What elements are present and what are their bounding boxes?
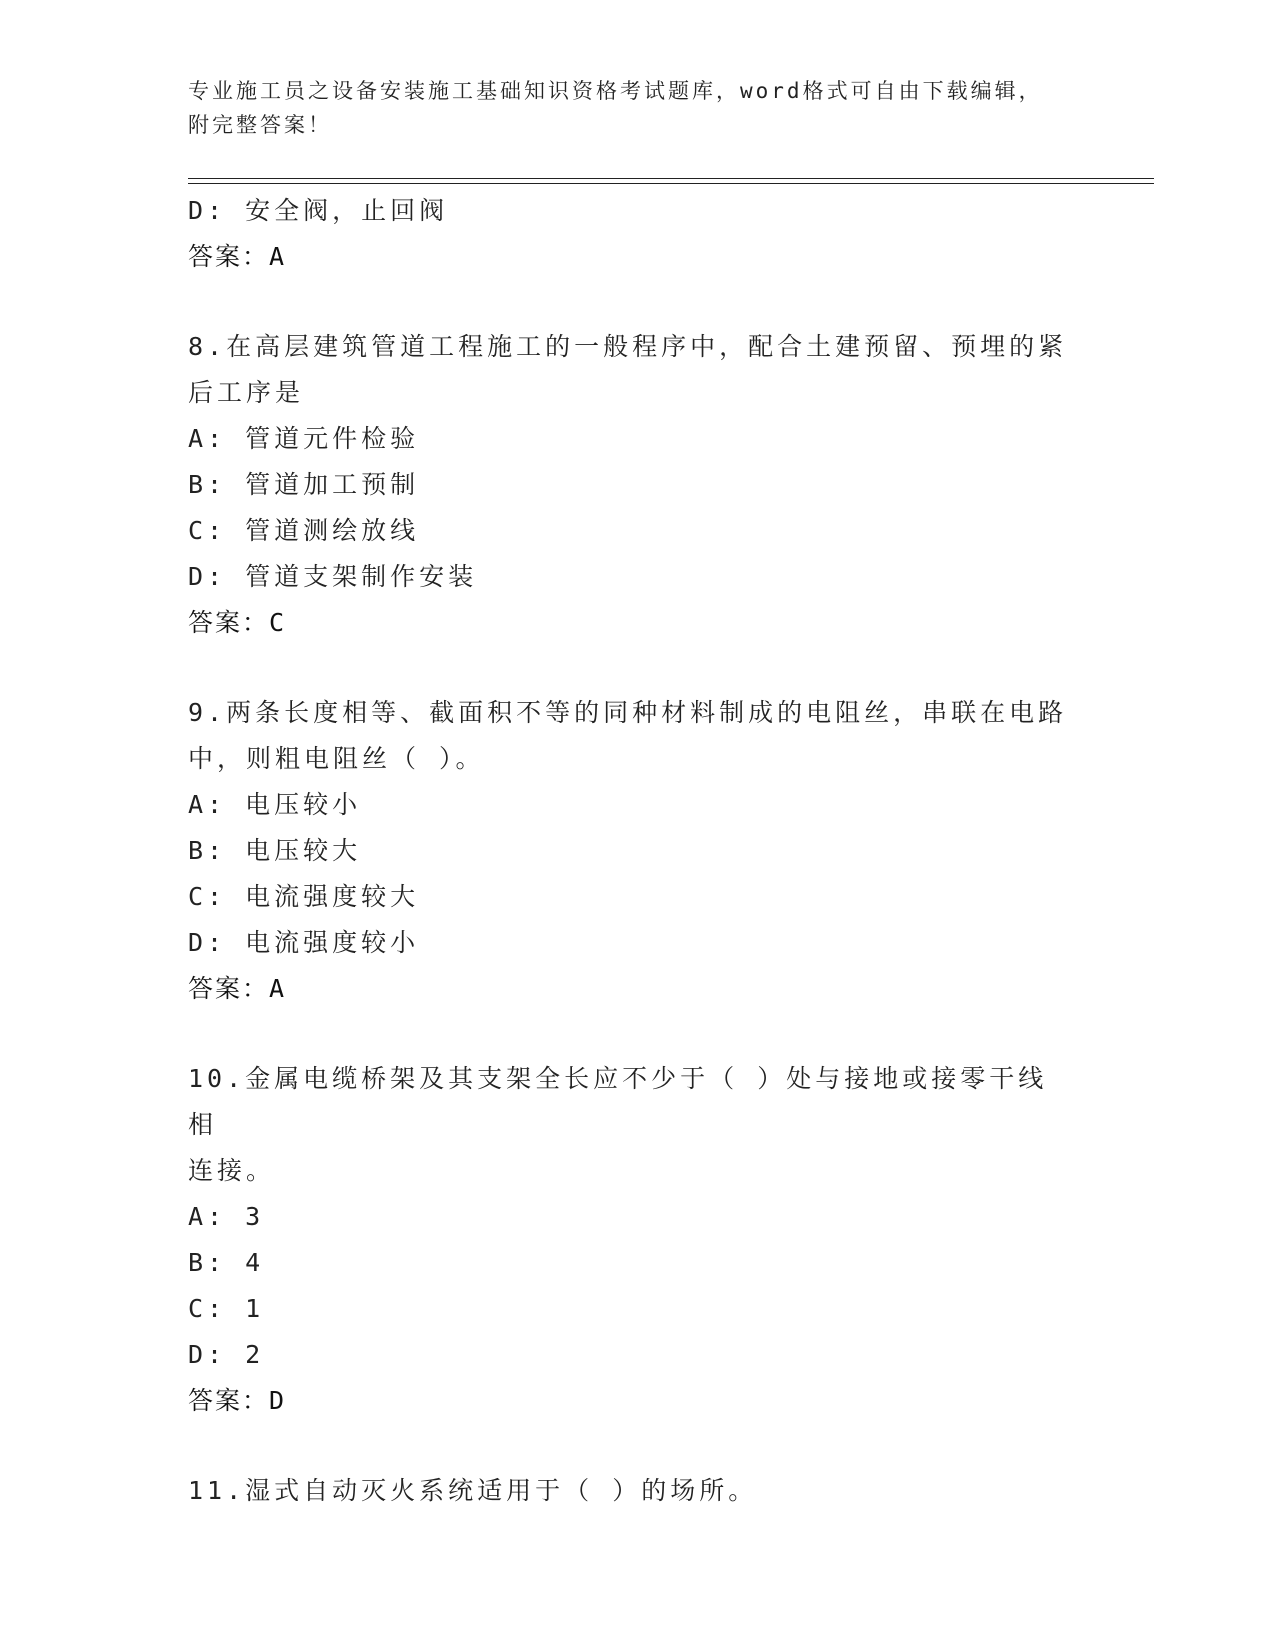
option-a: A: 管道元件检验 — [188, 424, 420, 453]
answer-value: A — [269, 242, 287, 271]
question-8 — [188, 324, 1068, 646]
option-a: A: 3 — [188, 1202, 265, 1231]
question-stem-line-2: 中，则粗电阻丝（ ）。 — [188, 744, 485, 773]
answer-label: 答案： — [188, 242, 270, 271]
question-9 — [188, 690, 1068, 1012]
option-c: C: 电流强度较大 — [188, 882, 420, 911]
header-line-2: 附完整答案！ — [188, 113, 332, 137]
answer-value: A — [269, 974, 287, 1003]
question-stem-line-1: 11.湿式自动灭火系统适用于（ ）的场所。 — [188, 1476, 758, 1505]
option-a: A: 电压较小 — [188, 790, 362, 819]
answer-value: D — [269, 1386, 287, 1415]
option-c: C: 管道测绘放线 — [188, 516, 420, 545]
question-10 — [188, 1056, 1068, 1424]
question-stem-line-1: 10.金属电缆桥架及其支架全长应不少于（ ）处与接地或接零干线相 — [188, 1064, 1048, 1139]
prev-option-d: D: 安全阀，止回阀 — [188, 196, 449, 225]
answer-label: 答案： — [188, 608, 270, 637]
answer-label: 答案： — [188, 1386, 270, 1415]
option-b: B: 4 — [188, 1248, 265, 1277]
answer — [188, 966, 1068, 1012]
answer-value: C — [269, 608, 287, 637]
question-stem-line-2: 连接。 — [188, 1156, 276, 1185]
question-stem-line-1: 8.在高层建筑管道工程施工的一般程序中，配合土建预留、预埋的紧 — [188, 332, 1068, 361]
header-divider-top — [188, 178, 1154, 179]
header-line-1: 专业施工员之设备安装施工基础知识资格考试题库，word格式可自由下载编辑， — [188, 79, 1043, 103]
answer — [188, 600, 1068, 646]
prev-answer — [188, 234, 1068, 280]
question-stem-line-2: 后工序是 — [188, 378, 305, 407]
option-d: D: 电流强度较小 — [188, 928, 420, 957]
option-b: B: 管道加工预制 — [188, 470, 420, 499]
question-stem-line-1: 9.两条长度相等、截面积不等的同种材料制成的电阻丝，串联在电路 — [188, 698, 1068, 727]
option-d: D: 2 — [188, 1340, 265, 1369]
answer — [188, 1378, 1068, 1424]
document-header — [188, 74, 1088, 142]
option-c: C: 1 — [188, 1294, 265, 1323]
option-d: D: 管道支架制作安装 — [188, 562, 478, 591]
header-divider-bottom — [188, 183, 1154, 184]
question-content — [188, 188, 1068, 1514]
answer-label: 答案： — [188, 974, 270, 1003]
question-11 — [188, 1468, 1068, 1514]
option-b: B: 电压较大 — [188, 836, 362, 865]
